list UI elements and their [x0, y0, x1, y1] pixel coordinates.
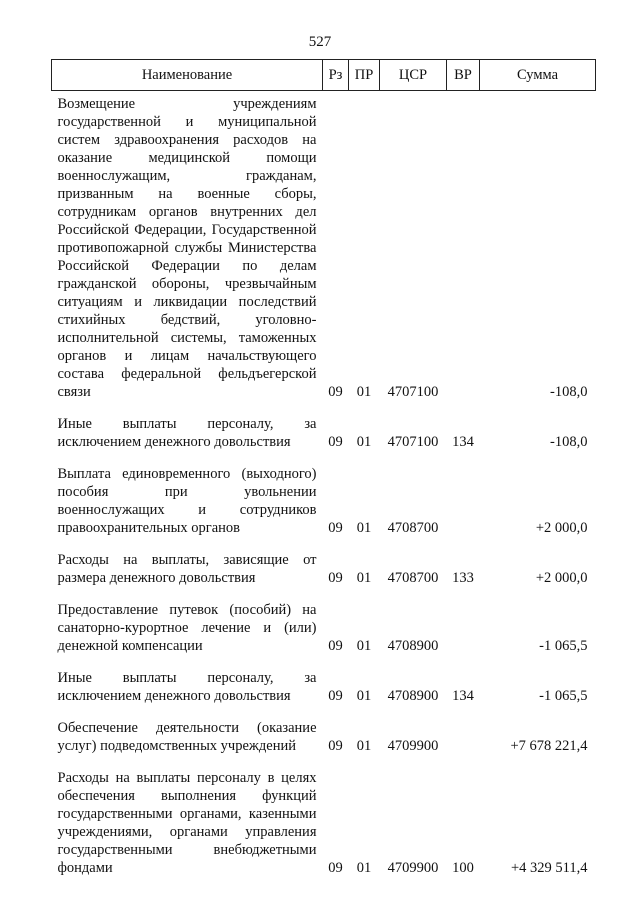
column-header-sum: Сумма [480, 60, 596, 91]
row-name: Обеспечение деятельности (оказание услуг) подведомственных учреждений [57, 720, 317, 754]
row-rz: 09 [328, 434, 343, 450]
row-vr [447, 597, 480, 655]
row-rz: 09 [328, 638, 343, 654]
row-rz: 09 [328, 688, 343, 704]
column-header-name: Наименование [52, 60, 323, 91]
row-csr: 4708700 [387, 570, 439, 586]
row-sum: -108,0 [550, 434, 588, 450]
row-rz: 09 [328, 570, 343, 586]
row-rz: 09 [328, 860, 343, 876]
table-row [52, 461, 596, 537]
row-csr: 4708900 [387, 638, 439, 654]
row-pr: 01 [356, 434, 372, 450]
row-pr: 01 [356, 384, 372, 400]
row-csr: 4709900 [387, 860, 439, 876]
row-name: Иные выплаты персоналу, за исключением денежного довольствия [57, 670, 317, 704]
row-name: Выплата единовременного (выходного) пособия при увольнении военнослужащих и сотрудников правоохранительных органов [57, 466, 317, 536]
row-sum: -1 065,5 [539, 688, 588, 704]
row-rz: 09 [328, 738, 343, 754]
table-header-row [52, 60, 596, 91]
row-pr: 01 [356, 738, 372, 754]
column-header-csr: ЦСР [380, 60, 447, 91]
row-name: Предоставление путевок (пособий) на санаторно-курортное лечение и (или) денежной компенсации [57, 602, 317, 654]
row-rz: 09 [328, 520, 343, 536]
row-sum: +7 678 221,4 [510, 738, 588, 754]
row-pr: 01 [356, 688, 372, 704]
table-row [52, 91, 596, 402]
table-row [52, 597, 596, 655]
row-sum: -1 065,5 [539, 638, 588, 654]
row-vr: 134 [452, 688, 474, 704]
row-sum: +2 000,0 [535, 520, 588, 536]
table-row [52, 765, 596, 877]
row-pr: 01 [356, 638, 372, 654]
row-name: Расходы на выплаты персоналу в целях обеспечения выполнения функций государственными органами, казенными учреждениями, органами управления государственными внебюджетными фондами [57, 770, 317, 876]
row-rz: 09 [328, 384, 343, 400]
row-csr: 4707100 [387, 384, 439, 400]
column-header-rz: Рз [323, 60, 349, 91]
row-vr: 100 [452, 860, 474, 876]
row-sum: +2 000,0 [535, 570, 588, 586]
row-name: Расходы на выплаты, зависящие от размера денежного довольствия [57, 552, 317, 586]
row-vr [447, 461, 480, 537]
row-csr: 4708900 [387, 688, 439, 704]
column-header-pr: ПР [349, 60, 380, 91]
row-vr: 133 [452, 570, 474, 586]
row-vr: 134 [452, 434, 474, 450]
row-sum: -108,0 [550, 384, 588, 400]
row-vr [447, 91, 480, 402]
row-vr [447, 715, 480, 755]
row-csr: 4708700 [387, 520, 439, 536]
row-name: Иные выплаты персоналу, за исключением денежного довольствия [57, 416, 317, 450]
table-row [52, 411, 596, 451]
column-header-vr: ВР [447, 60, 480, 91]
row-name: Возмещение учреждениям государственной и муниципальной систем здравоохранения расходов на оказание медицинской помощи военнослужащим, гражданам, призванным на военные сборы, сотрудникам органов внутренних дел Российской Федерации, Государственной противопожарной службы Министерства Российской Федерации по делам гражданской обороны, чрезвычайным ситуациям и ликвидации последствий стихийных бедствий, уголовно-исполнительной системы, таможенных органов и лицам начальствующего состава федеральной фельдъегерской связи [57, 96, 317, 400]
budget-table [51, 59, 596, 877]
table-row [52, 547, 596, 587]
row-sum: +4 329 511,4 [510, 860, 588, 876]
table-row [52, 715, 596, 755]
table-row [52, 665, 596, 705]
row-pr: 01 [356, 570, 372, 586]
page-number: 527 [308, 34, 332, 50]
row-csr: 4709900 [387, 738, 439, 754]
row-csr: 4707100 [387, 434, 439, 450]
row-pr: 01 [356, 860, 372, 876]
row-pr: 01 [356, 520, 372, 536]
